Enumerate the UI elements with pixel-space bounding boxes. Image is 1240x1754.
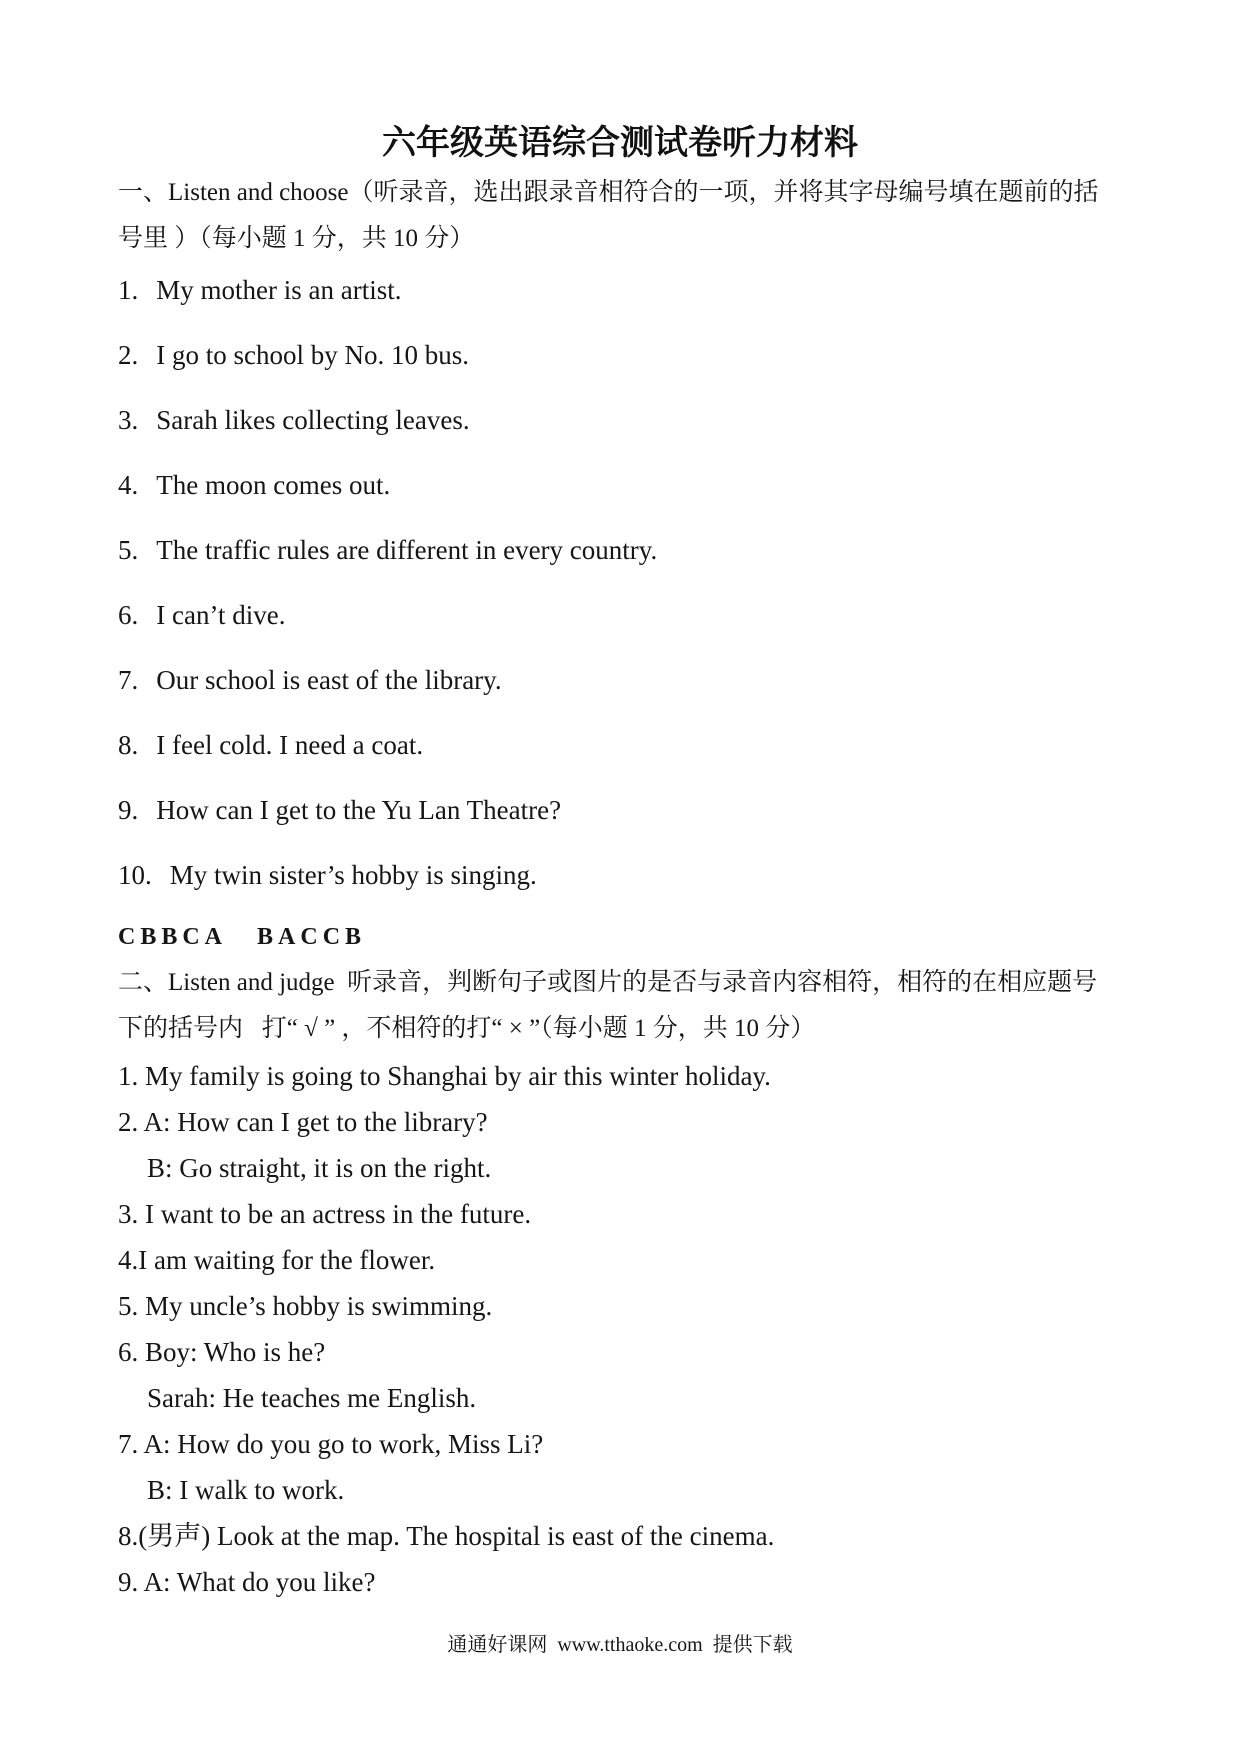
list-item-continuation: B: I walk to work. <box>147 1475 345 1505</box>
item-number: 4. <box>118 470 139 500</box>
list-item <box>118 323 657 388</box>
item-number: 6. <box>118 600 139 630</box>
item-number: 8. <box>118 730 139 760</box>
section1-heading <box>118 170 1099 262</box>
item-number: 2. <box>118 340 139 370</box>
item-number: 7. <box>118 665 139 695</box>
item-text: The moon comes out. <box>156 470 391 500</box>
answer-group: BACCB <box>257 924 367 950</box>
item-text: Sarah likes collecting leaves. <box>156 405 470 435</box>
list-item <box>118 843 657 908</box>
list-item <box>118 258 657 323</box>
section2-heading-line: 二、Listen and judge 听录音，判断句子或图片的是否与录音内容相符，相符的在相应题号 <box>118 969 1098 996</box>
section1-list <box>118 258 657 908</box>
list-item: 4.I am waiting for the flower. <box>118 1245 436 1275</box>
list-item-continuation: B: Go straight, it is on the right. <box>147 1153 492 1183</box>
list-item <box>118 713 657 778</box>
item-text: My twin sister’s hobby is singing. <box>169 860 537 890</box>
list-item <box>118 583 657 648</box>
item-text: My mother is an artist. <box>156 275 402 305</box>
list-item: 1. My family is going to Shanghai by air this winter holiday. <box>118 1061 771 1091</box>
list-item-continuation: Sarah: He teaches me English. <box>147 1383 477 1413</box>
list-item: 7. A: How do you go to work, Miss Li? <box>118 1429 544 1459</box>
item-number: 3. <box>118 405 139 435</box>
list-item: 3. I want to be an actress in the future. <box>118 1199 532 1229</box>
item-text: I go to school by No. 10 bus. <box>156 340 469 370</box>
item-number: 5. <box>118 535 139 565</box>
page-footer: 通通好课网 www.tthaoke.com 提供下载 <box>447 1634 793 1656</box>
item-text: I feel cold. I need a coat. <box>156 730 424 760</box>
list-item <box>118 778 657 843</box>
section1-heading-line: 一、Listen and choose（听录音，选出跟录音相符合的一项，并将其字母编号填在题前的括 <box>118 179 1099 206</box>
section2-heading-line: 下的括号内 打“ √ ” ，不相符的打“ × ”（每小题 1 分，共 10 分） <box>118 1015 816 1042</box>
page-title: 六年级英语综合测试卷听力材料 <box>382 125 858 162</box>
item-number: 1. <box>118 275 139 305</box>
item-number: 9. <box>118 795 139 825</box>
item-text: How can I get to the Yu Lan Theatre? <box>156 795 562 825</box>
list-item: 9. A: What do you like? <box>118 1567 376 1597</box>
list-item <box>118 518 657 583</box>
item-text: I can’t dive. <box>156 600 286 630</box>
list-item: 5. My uncle’s hobby is swimming. <box>118 1291 493 1321</box>
list-item: 6. Boy: Who is he? <box>118 1337 326 1367</box>
list-item <box>118 453 657 518</box>
list-item: 8.(男声) Look at the map. The hospital is east of the cinema. <box>118 1521 775 1551</box>
item-text: The traffic rules are different in every country. <box>156 535 658 565</box>
list-item <box>118 388 657 453</box>
list-item: 2. A: How can I get to the library? <box>118 1107 488 1137</box>
section2-heading <box>118 960 1097 1052</box>
section2-list <box>118 1053 774 1605</box>
item-number: 10. <box>118 860 152 890</box>
list-item <box>118 648 657 713</box>
answer-key <box>118 914 366 960</box>
answer-group: CBBCA <box>118 924 228 950</box>
section1-heading-line: 号里 ）（每小题 1 分，共 10 分） <box>118 225 475 252</box>
item-text: Our school is east of the library. <box>156 665 502 695</box>
